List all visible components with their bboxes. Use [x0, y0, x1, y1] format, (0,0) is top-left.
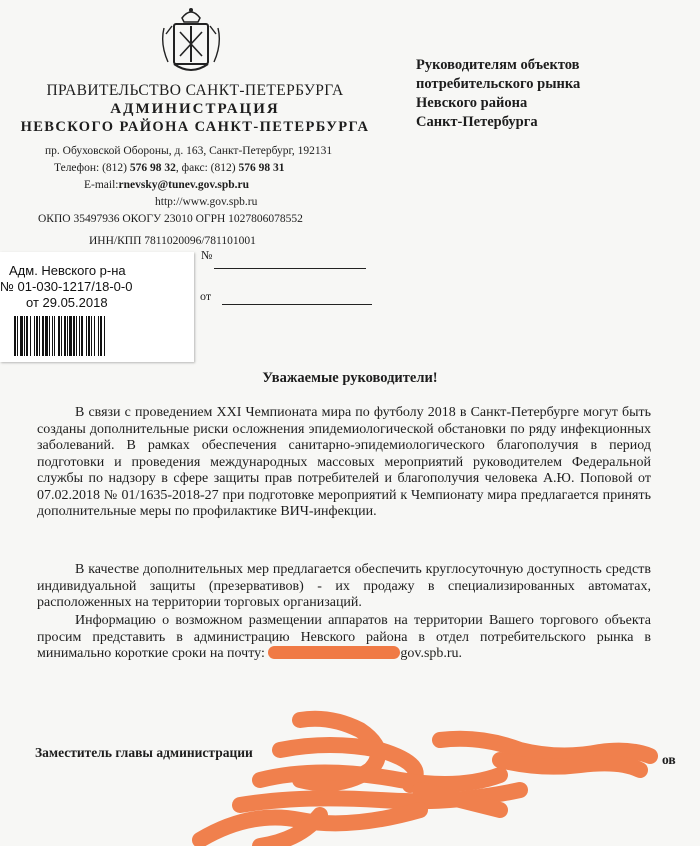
phone-label: Телефон: (812) [54, 162, 128, 174]
recipient-block [416, 56, 580, 132]
recipient-line: Санкт-Петербурга [416, 114, 538, 130]
paragraph-1: В связи с проведением XXI Чемпионата мира по футболу 2018 в Санкт-Петербурге могут быть созданы дополнительные риски осложнения эпидемиологической обстановки по ряду инфекционных заболеваний. В рамках обеспечения санитарно-эпидемиологического благополучия в период подготовки и проведения международных массовых мероприятий руководителем Федеральной службы по надзору в сфере защиты прав потребителей и благополучия человека А.Ю. Поповой от 07.02.2018 № 01/1635-2018-27 при подготовке мероприятий к Чемпионату мира предлагается принять дополнительные меры по профилактике ВИЧ-инфекции. [37, 405, 651, 519]
administration-title: АДМИНИСТРАЦИЯ [110, 101, 280, 117]
redaction-scribble [0, 690, 700, 846]
paragraph-3 [37, 613, 651, 663]
sticker-number: № 01-030-1217/18-0-0 [0, 279, 133, 294]
email-label: E-mail: [84, 179, 119, 191]
recipient-line: потребительского рынка [416, 76, 581, 92]
fax-number: 576 98 31 [238, 162, 285, 174]
sticker-date: от 29.05.2018 [26, 295, 108, 310]
phone-number: 576 98 32 [129, 162, 176, 174]
barcode [14, 316, 182, 356]
paragraph-3-text: Информацию о возможном размещении аппаратов на территории Вашего торгового объекта просим представить в администрацию Невского района в отдел потребительского рынка в минимально короткие сроки на почту: [37, 613, 651, 661]
phone-fax-line [54, 162, 284, 174]
address: пр. Обуховской Обороны, д. 163, Санкт-Петербург, 192131 [45, 145, 333, 157]
district-title: НЕВСКОГО РАЙОНА САНКТ-ПЕТЕРБУРГА [20, 119, 370, 135]
government-title: ПРАВИТЕЛЬСТВО САНКТ-ПЕТЕРБУРГА [46, 82, 344, 99]
greeting: Уважаемые руководители! [262, 370, 438, 386]
recipient-line: Руководителям объектов [416, 57, 580, 73]
fax-label: , факс: (812) [175, 162, 236, 174]
signatory-title: Заместитель главы администрации [35, 745, 253, 760]
date-blank-line [222, 304, 372, 305]
paragraph-2: В качестве дополнительных мер предлагается обеспечить круглосуточную доступность средств индивидуальной защиты (презервативов) - их продажу в специализированных автоматах, расположенных на территории торговых организаций. [37, 562, 651, 610]
sticker-office: Адм. Невского р-на [9, 263, 126, 278]
registry-codes: ОКПО 35497936 ОКОГУ 23010 ОГРН 1027806078552 [38, 213, 303, 225]
website: http://www.gov.spb.ru [155, 196, 258, 208]
redacted-email [268, 646, 400, 659]
inn-kpp: ИНН/КПП 7811020096/781101001 [89, 235, 256, 247]
date-mark: от [200, 289, 212, 303]
number-mark: № [201, 248, 213, 262]
coat-of-arms-icon [160, 4, 222, 76]
email-line [84, 179, 249, 191]
email-domain: gov.spb.ru. [400, 646, 463, 661]
signatory-name-tail: ов [662, 752, 676, 767]
email-address: rnevsky@tunev.gov.spb.ru [118, 179, 250, 191]
recipient-line: Невского района [416, 95, 528, 111]
number-blank-line [214, 268, 366, 269]
